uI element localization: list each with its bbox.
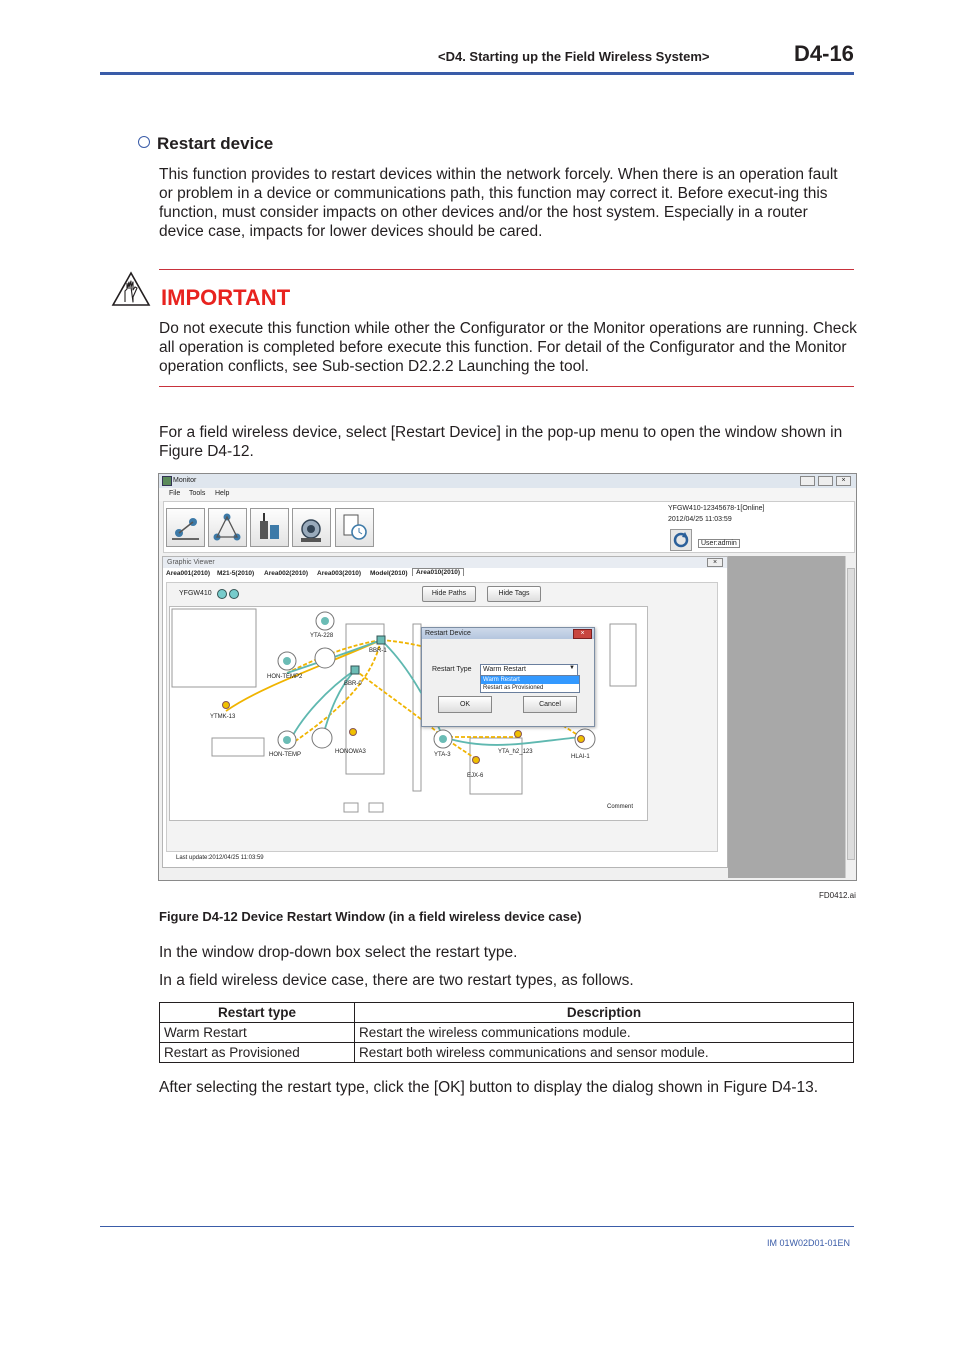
- table-cell: Restart the wireless communications module.: [355, 1023, 854, 1043]
- table-row: [160, 1043, 854, 1063]
- cancel-button[interactable]: Cancel: [523, 696, 577, 713]
- tab-area001[interactable]: Area001(2010): [166, 570, 211, 577]
- intro-paragraph: For a field wireless device, select [Restart Device] in the pop-up menu to open the window shown in Figure D4-12.: [159, 424, 843, 460]
- toolbar: [163, 501, 855, 553]
- section-heading: [138, 134, 273, 154]
- footer-rule: [100, 1226, 854, 1227]
- dialog-close-icon[interactable]: ×: [573, 629, 592, 639]
- window-titlebar: [159, 474, 856, 489]
- viewer-titlebar: [163, 557, 727, 568]
- last-update-label: Last update:2012/04/25 11:03:59: [176, 855, 264, 861]
- viewer-close-icon[interactable]: ×: [707, 558, 723, 567]
- device-label: HON-TEMP: [269, 752, 301, 758]
- ok-button[interactable]: OK: [438, 696, 492, 713]
- device-status-button[interactable]: [292, 508, 331, 547]
- empty-pane: [728, 556, 845, 878]
- section-title: Restart device: [157, 134, 274, 153]
- table-header: Restart type: [160, 1003, 355, 1023]
- chevron-down-icon: ▼: [569, 665, 575, 671]
- hide-paths-button[interactable]: Hide Paths: [422, 586, 476, 602]
- close-icon[interactable]: ×: [836, 476, 851, 486]
- clock-document-icon: [336, 509, 373, 546]
- document-id: IM 01W02D01-01EN: [767, 1238, 851, 1248]
- restart-type-options: [480, 675, 580, 693]
- gateway-icon[interactable]: [217, 589, 227, 599]
- gateway-label: YFGW410: [179, 590, 212, 597]
- device-label: YTA-228: [310, 633, 334, 639]
- device-label: HON-TEMP2: [267, 674, 303, 680]
- table-row: [160, 1023, 854, 1043]
- transmitter-icon: [293, 509, 330, 546]
- menu-tools[interactable]: Tools: [189, 490, 206, 497]
- hide-tags-button[interactable]: Hide Tags: [487, 586, 541, 602]
- menu-help[interactable]: Help: [215, 490, 230, 497]
- circle-bullet-icon: [138, 136, 150, 148]
- option-warm-restart[interactable]: Warm Restart: [481, 676, 579, 684]
- vertical-scrollbar[interactable]: [845, 556, 855, 878]
- table-cell: Restart both wireless communications and sensor module.: [355, 1043, 854, 1063]
- table-header-row: [160, 1003, 854, 1023]
- dialog-titlebar: [422, 628, 594, 639]
- device-list-button[interactable]: [250, 508, 289, 547]
- scrollbar-thumb[interactable]: [847, 568, 855, 860]
- restart-type-label: Restart Type: [432, 666, 472, 673]
- maximize-button[interactable]: [818, 476, 833, 486]
- important-text: Do not execute this function while other the Configurator or the Monitor operations are running. Check all operation is completed before execute this function. For detail of the Configurator and the Monitor operation conflicts, see Sub-section D2.2.2 Launching the tool.: [159, 320, 857, 375]
- monitor-window-screenshot: [158, 473, 857, 881]
- important-title: IMPORTANT: [161, 285, 291, 310]
- figure-file-id: FD0412.ai: [819, 891, 856, 900]
- body-text: In a field wireless device case, there are two restart types, as follows.: [159, 972, 634, 989]
- device-label: EJX-6: [467, 773, 484, 779]
- topology-button[interactable]: [208, 508, 247, 547]
- gateway-icon[interactable]: [229, 589, 239, 599]
- table-cell: Warm Restart: [160, 1023, 355, 1043]
- device-label: BBR-0: [344, 681, 362, 687]
- section-paragraph: This function provides to restart devices within the network forcely. When there is an operation fault or problem in a device or communications path, this function may correct it. Before execut-ing this function, must consider impacts on other devices and/or the host system. Especially in a router device case, impacts for lower devices should be cared.: [159, 166, 838, 240]
- device-label: HLAI-1: [571, 754, 590, 760]
- device-label: YTA-3: [434, 752, 451, 758]
- device-label: YTA_h2_123: [498, 749, 533, 755]
- network-config-button[interactable]: [166, 508, 205, 547]
- refresh-button[interactable]: [670, 529, 692, 551]
- viewer-title: Graphic Viewer: [167, 559, 215, 566]
- menu-bar: [159, 488, 856, 501]
- device-label: BBR-1: [369, 648, 387, 654]
- network-icon: [167, 509, 204, 546]
- chapter-header: <D4. Starting up the Field Wireless System>: [438, 49, 710, 64]
- gateway-info: YFGW410-12345678-1[Online]: [668, 505, 765, 512]
- tab-area003[interactable]: Area003(2010): [317, 570, 362, 577]
- topology-icon: [209, 509, 246, 546]
- figure-caption: Figure D4-12 Device Restart Window (in a field wireless device case): [159, 909, 582, 924]
- important-bottom-rule: [159, 386, 854, 387]
- table-header: Description: [355, 1003, 854, 1023]
- dialog-title: Restart Device: [425, 630, 471, 637]
- user-label: User:admin: [698, 539, 740, 548]
- page-number: D4-16: [794, 41, 854, 66]
- important-top-rule: [159, 269, 854, 270]
- tab-m21-5[interactable]: M21-5(2010): [217, 570, 255, 577]
- minimize-button[interactable]: [800, 476, 815, 486]
- comment-label: Comment: [607, 804, 634, 810]
- tab-area010[interactable]: Area010(2010): [412, 568, 464, 576]
- app-icon: [162, 476, 172, 486]
- tab-model[interactable]: Model(2010): [370, 570, 408, 577]
- tab-area002[interactable]: Area002(2010): [264, 570, 309, 577]
- device-label: HONOWA3: [335, 749, 366, 755]
- window-title: Monitor: [173, 477, 197, 484]
- datetime-label: 2012/04/25 11:03:59: [668, 516, 732, 523]
- table-cell: Restart as Provisioned: [160, 1043, 355, 1063]
- refresh-icon: [671, 530, 691, 550]
- body-text: In the window drop-down box select the restart type.: [159, 944, 518, 961]
- history-button[interactable]: [335, 508, 374, 547]
- option-restart-as-provisioned[interactable]: Restart as Provisioned: [483, 685, 544, 691]
- header-rule: [100, 72, 854, 75]
- device-label: YTMK-13: [210, 714, 236, 720]
- closing-paragraph: After selecting the restart type, click the [OK] button to display the dialog shown in Figure D4-13.: [159, 1079, 819, 1096]
- restart-type-table: [159, 1002, 854, 1063]
- device-icon: [251, 509, 288, 546]
- menu-file[interactable]: File: [169, 490, 181, 497]
- restart-device-dialog: [421, 627, 595, 727]
- warning-hand-icon: [111, 271, 151, 307]
- restart-type-selected: Warm Restart: [483, 666, 526, 673]
